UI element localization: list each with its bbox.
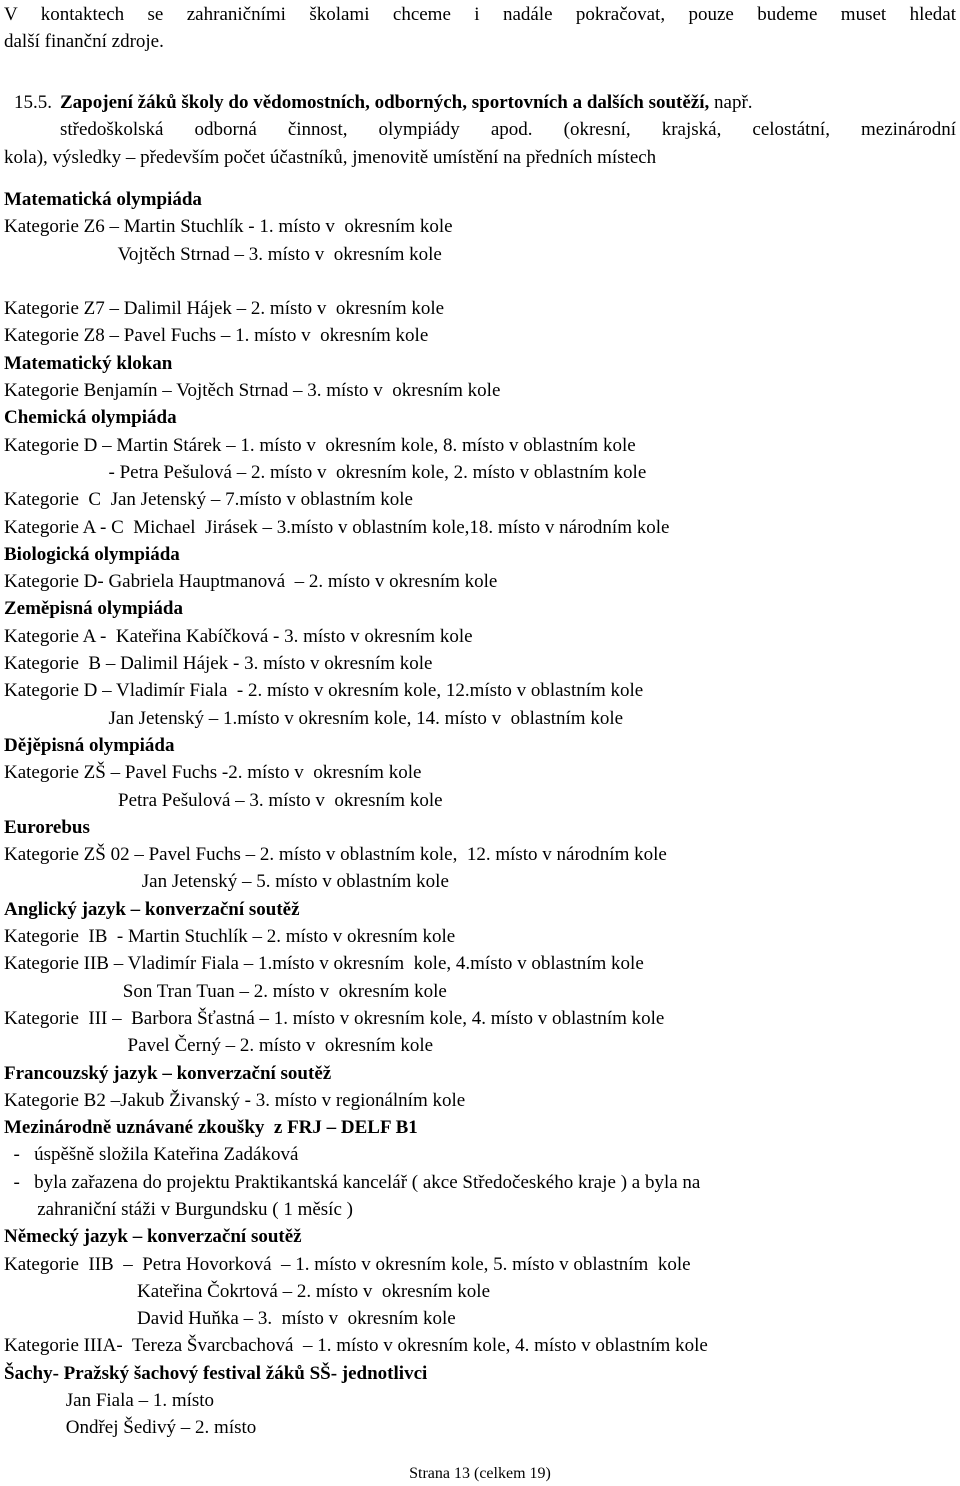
page-footer: Strana 13 (celkem 19) — [409, 1465, 551, 1482]
section-heading-line — [4, 89, 956, 116]
result-line: Kategorie B2 –Jakub Živanský - 3. místo v regionálním kole — [4, 1089, 466, 1111]
result-line: Kategorie III – Barbora Šťastná – 1. místo v okresním kole, 4. místo v oblastním kole — [4, 1007, 665, 1029]
result-line: Kategorie IIIA- Tereza Švarcbachová – 1. místo v okresním kole, 4. místo v oblastním kole — [4, 1335, 708, 1357]
competition-heading: Zeměpisná olympiáda — [4, 598, 183, 620]
result-line: Kategorie A - Kateřina Kabíčková - 3. místo v okresním kole — [4, 625, 473, 647]
competition-heading: Německý jazyk – konverzační soutěž — [4, 1226, 302, 1248]
section-heading: Zapojení žáků školy do vědomostních, odborných, sportovních a dalších soutěží, — [60, 92, 710, 113]
competition-heading: Šachy- Pražský šachový festival žáků SŠ- jednotlivci — [4, 1362, 428, 1384]
result-line: Son Tran Tuan – 2. místo v okresním kole — [4, 980, 447, 1002]
competition-heading: Eurorebus — [4, 816, 90, 838]
result-line: Kategorie B – Dalimil Hájek - 3. místo v okresním kole — [4, 653, 433, 675]
intro-line-1: V kontaktech se zahraničními školami chceme i nadále pokračovat, pouze budeme muset hledat — [4, 4, 956, 25]
result-line: Kategorie A - C Michael Jirásek – 3.místo v oblastním kole,18. místo v národním kole — [4, 516, 670, 538]
result-line: - Petra Pešulová – 2. místo v okresním kole, 2. místo v oblastním kole — [4, 461, 647, 483]
competition-heading: Biologická olympiáda — [4, 543, 180, 565]
result-line: - úspěšně složila Kateřina Zadáková — [4, 1144, 299, 1166]
result-line: Kategorie ZŠ – Pavel Fuchs -2. místo v okresním kole — [4, 762, 422, 784]
result-line: Jan Fiala – 1. místo — [4, 1390, 215, 1412]
result-line: Kategorie IIB – Petra Hovorková – 1. místo v okresním kole, 5. místo v oblastním kole — [4, 1253, 691, 1275]
section-line-3: kola), výsledky – především počet účastníků, jmenovitě umístění na předních místech — [4, 146, 657, 168]
result-line: Kategorie Z7 – Dalimil Hájek – 2. místo v okresním kole — [4, 298, 445, 320]
section-heading-tail: např. — [709, 92, 753, 113]
result-line: Kategorie D – Martin Stárek – 1. místo v okresním kole, 8. místo v oblastním kole — [4, 434, 636, 456]
result-line: Jan Jetenský – 5. místo v oblastním kole — [4, 871, 449, 893]
result-line: Petra Pešulová – 3. místo v okresním kole — [4, 789, 443, 811]
result-line: David Huňka – 3. místo v okresním kole — [4, 1308, 456, 1330]
result-line: Pavel Černý – 2. místo v okresním kole — [4, 1035, 434, 1057]
result-line: Kategorie D- Gabriela Hauptmanová – 2. místo v okresním kole — [4, 571, 498, 593]
section-15-5 — [4, 89, 956, 171]
result-line: zahraniční stáži v Burgundsku ( 1 měsíc ) — [4, 1198, 353, 1220]
intro-paragraph — [4, 1, 956, 56]
competition-heading: Matematický klokan — [4, 352, 173, 374]
results-list — [4, 186, 956, 1442]
competition-heading: Chemická olympiáda — [4, 407, 177, 429]
result-line: - byla zařazena do projektu Praktikantská kancelář ( akce Středočeského kraje ) a byla na — [4, 1171, 701, 1193]
result-line: Kategorie IB - Martin Stuchlík – 2. místo v okresním kole — [4, 926, 456, 948]
result-line: Kategorie C Jan Jetenský – 7.místo v oblastním kole — [4, 489, 413, 511]
result-line: Ondřej Šedivý – 2. místo — [4, 1417, 257, 1439]
competition-heading: Mezinárodně uznávané zkoušky z FRJ – DELF B1 — [4, 1117, 418, 1139]
competition-heading: Matematická olympiáda — [4, 189, 202, 210]
result-line: Kategorie ZŠ 02 – Pavel Fuchs – 2. místo v oblastním kole, 12. místo v národním kole — [4, 844, 667, 866]
result-line: Vojtěch Strnad – 3. místo v okresním kole — [4, 243, 442, 265]
result-line: Kateřina Čokrtová – 2. místo v okresním kole — [4, 1280, 491, 1302]
blank-line — [4, 268, 956, 295]
result-line: Kategorie IIB – Vladimír Fiala – 1.místo v okresním kole, 4.místo v oblastním kole — [4, 953, 644, 975]
result-line: Kategorie Benjamín – Vojtěch Strnad – 3. místo v okresním kole — [4, 380, 501, 402]
intro-line-2: další finanční zdroje. — [4, 31, 164, 53]
competition-heading: Anglický jazyk – konverzační soutěž — [4, 898, 300, 920]
result-line: Kategorie Z6 – Martin Stuchlík - 1. místo v okresním kole — [4, 216, 453, 238]
competition-heading: Dějěpisná olympiáda — [4, 734, 175, 756]
competition-heading: Francouzský jazyk – konverzační soutěž — [4, 1062, 332, 1084]
result-line: Kategorie D – Vladimír Fiala - 2. místo v okresním kole, 12.místo v oblastním kole — [4, 680, 644, 702]
result-line: Kategorie Z8 – Pavel Fuchs – 1. místo v okresním kole — [4, 325, 429, 347]
section-line-2: středoškolská odborná činnost, olympiády apod. (okresní, krajská, celostátní, mezinárodní — [60, 119, 956, 141]
section-number: 15.5. — [14, 92, 52, 113]
result-line: Jan Jetenský – 1.místo v okresním kole, 14. místo v oblastním kole — [4, 707, 624, 729]
